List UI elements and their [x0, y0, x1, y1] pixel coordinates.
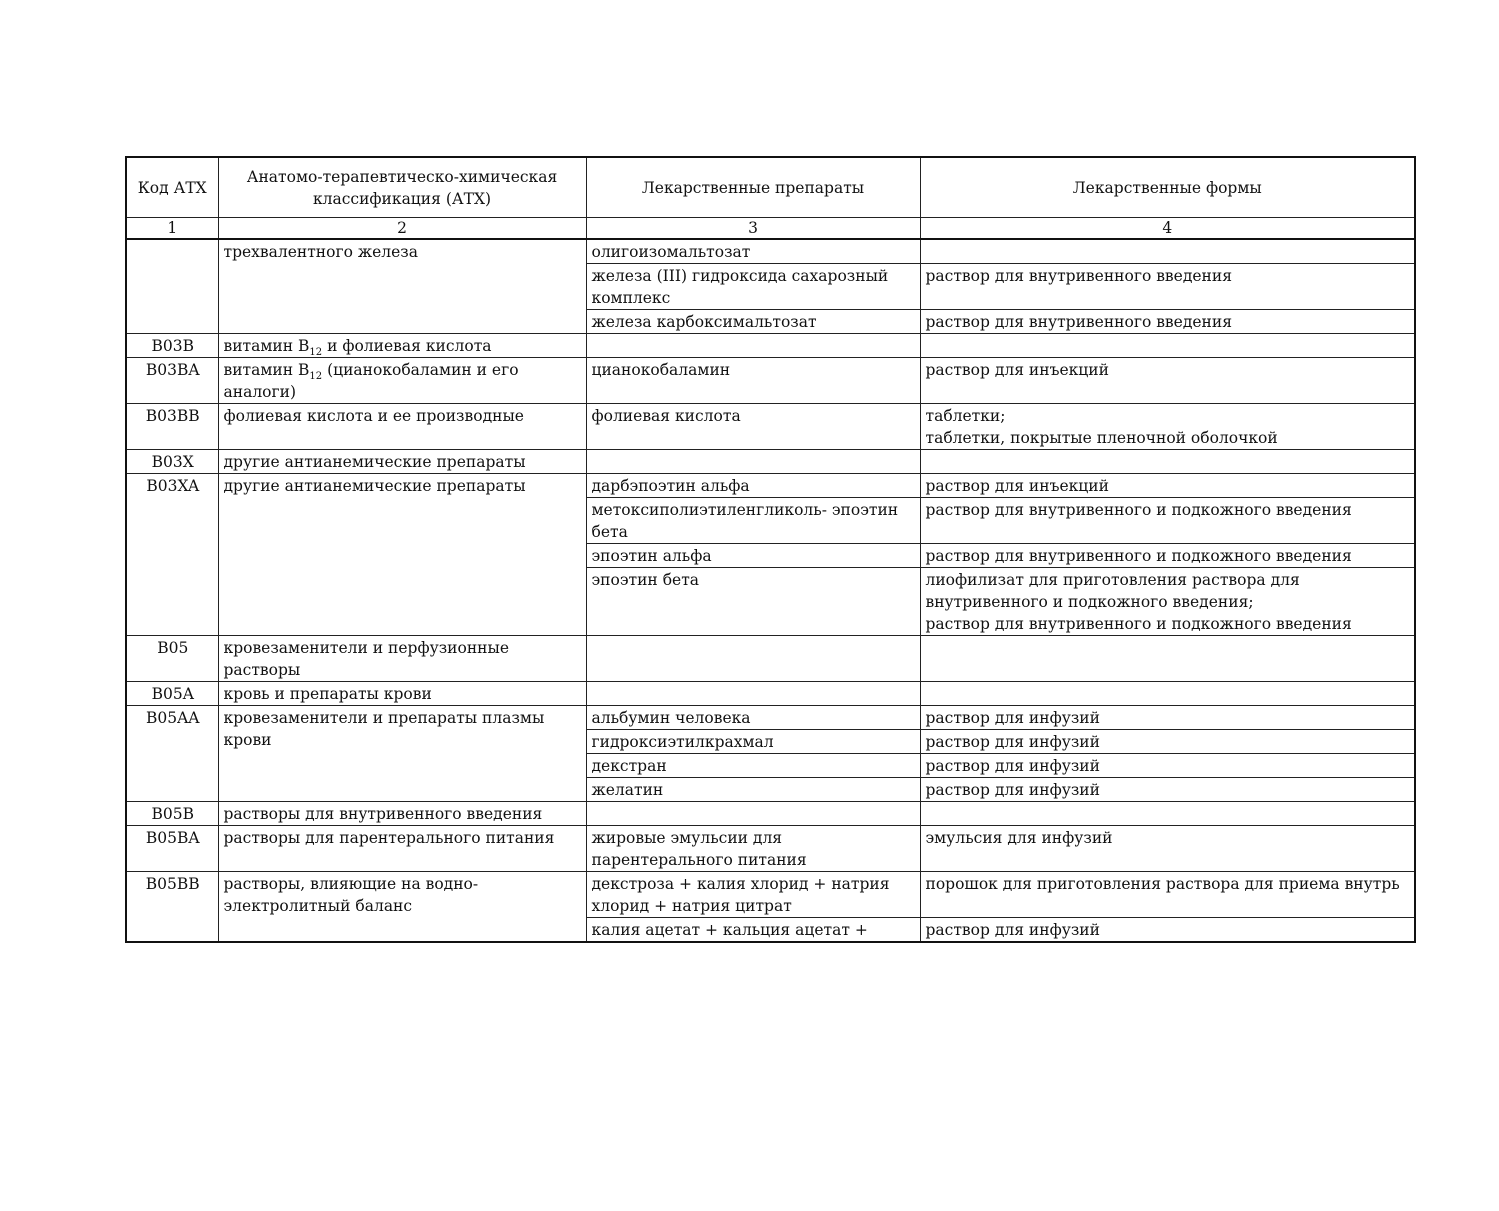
- subscript: 12: [309, 371, 323, 383]
- dosage-form: раствор для внутривенного введения: [920, 264, 1415, 310]
- classification-text: витамин B: [223, 337, 310, 355]
- atc-code: B05BA: [126, 826, 218, 872]
- drug-name: альбумин человека: [586, 706, 920, 730]
- dosage-form: [920, 636, 1415, 682]
- dosage-form: эмульсия для инфузий: [920, 826, 1415, 872]
- atc-code: B03B: [126, 334, 218, 358]
- atc-classification: кровь и препараты крови: [218, 682, 586, 706]
- column-number-2: 2: [218, 218, 586, 240]
- table-row: [126, 872, 1415, 918]
- column-number-row: [126, 218, 1415, 240]
- drug-name: железа (III) гидроксида сахарозный комплекс: [586, 264, 920, 310]
- atc-classification: фолиевая кислота и ее производные: [218, 404, 586, 450]
- drug-name: жировые эмульсии для парентерального питания: [586, 826, 920, 872]
- atc-classification: трехвалентного железа: [218, 239, 586, 334]
- dosage-form: [920, 239, 1415, 264]
- drug-name: [586, 450, 920, 474]
- table-row: [126, 358, 1415, 404]
- drug-name: эпоэтин бета: [586, 568, 920, 636]
- dosage-form: [920, 802, 1415, 826]
- drug-name: декстран: [586, 754, 920, 778]
- atc-classification: [218, 334, 586, 358]
- table-row: [126, 404, 1415, 450]
- table-row: [126, 334, 1415, 358]
- atc-code: B05A: [126, 682, 218, 706]
- table-row: [126, 239, 1415, 264]
- header-code: Код АТХ: [126, 157, 218, 218]
- atc-drug-table: [125, 156, 1416, 943]
- atc-code: [126, 239, 218, 334]
- atc-code: B03XA: [126, 474, 218, 636]
- table-row: [126, 450, 1415, 474]
- dosage-form: [920, 682, 1415, 706]
- dosage-form: раствор для внутривенного и подкожного введения: [920, 544, 1415, 568]
- column-number-3: 3: [586, 218, 920, 240]
- atc-classification: кровезаменители и перфузионные растворы: [218, 636, 586, 682]
- dosage-form: раствор для инфузий: [920, 918, 1415, 943]
- atc-classification: кровезаменители и препараты плазмы крови: [218, 706, 586, 802]
- atc-classification: растворы, влияющие на водно-электролитный баланс: [218, 872, 586, 943]
- dosage-form: раствор для инфузий: [920, 706, 1415, 730]
- dosage-form: [920, 450, 1415, 474]
- column-number-1: 1: [126, 218, 218, 240]
- classification-text: и фолиевая кислота: [322, 337, 492, 355]
- atc-code: B05B: [126, 802, 218, 826]
- dosage-form: раствор для инфузий: [920, 778, 1415, 802]
- atc-code: B03BA: [126, 358, 218, 404]
- table-row: [126, 802, 1415, 826]
- dosage-form: раствор для инфузий: [920, 754, 1415, 778]
- atc-code: B03X: [126, 450, 218, 474]
- atc-classification: растворы для внутривенного введения: [218, 802, 586, 826]
- header-forms: Лекарственные формы: [920, 157, 1415, 218]
- table-row: [126, 706, 1415, 730]
- classification-text: (цианокобаламин и его аналоги): [223, 361, 519, 401]
- header-drugs: Лекарственные препараты: [586, 157, 920, 218]
- dosage-form: раствор для инъекций: [920, 358, 1415, 404]
- atc-classification: другие антианемические препараты: [218, 450, 586, 474]
- atc-classification: другие антианемические препараты: [218, 474, 586, 636]
- drug-name: калия ацетат + кальция ацетат +: [586, 918, 920, 943]
- dosage-form: раствор для внутривенного и подкожного введения: [920, 498, 1415, 544]
- column-number-4: 4: [920, 218, 1415, 240]
- table-row: [126, 826, 1415, 872]
- drug-name: [586, 334, 920, 358]
- drug-name: цианокобаламин: [586, 358, 920, 404]
- drug-name: метоксиполиэтиленгликоль- эпоэтин бета: [586, 498, 920, 544]
- atc-classification: [218, 358, 586, 404]
- dosage-form: таблетки; таблетки, покрытые пленочной оболочкой: [920, 404, 1415, 450]
- dosage-form: лиофилизат для приготовления раствора для внутривенного и подкожного введения; раствор для внутривенного и подкожного введения: [920, 568, 1415, 636]
- atc-code: B03BB: [126, 404, 218, 450]
- atc-classification: растворы для парентерального питания: [218, 826, 586, 872]
- drug-name: железа карбоксимальтозат: [586, 310, 920, 334]
- table-row: [126, 474, 1415, 498]
- dosage-form: порошок для приготовления раствора для приема внутрь: [920, 872, 1415, 918]
- table-row: [126, 682, 1415, 706]
- dosage-form: раствор для инфузий: [920, 730, 1415, 754]
- drug-name: гидроксиэтилкрахмал: [586, 730, 920, 754]
- header-classification: Анатомо-терапевтическо-химическая классификация (АТХ): [218, 157, 586, 218]
- drug-name: дарбэпоэтин альфа: [586, 474, 920, 498]
- atc-code: B05AA: [126, 706, 218, 802]
- drug-name: олигоизомальтозат: [586, 239, 920, 264]
- drug-name: [586, 682, 920, 706]
- drug-name: [586, 802, 920, 826]
- subscript: 12: [309, 347, 323, 359]
- dosage-form: раствор для инъекций: [920, 474, 1415, 498]
- drug-name: [586, 636, 920, 682]
- drug-name: эпоэтин альфа: [586, 544, 920, 568]
- table-row: [126, 636, 1415, 682]
- classification-text: витамин B: [223, 361, 310, 379]
- atc-code: B05BB: [126, 872, 218, 943]
- drug-name: фолиевая кислота: [586, 404, 920, 450]
- dosage-form: [920, 334, 1415, 358]
- header-row: [126, 157, 1415, 218]
- atc-code: B05: [126, 636, 218, 682]
- drug-name: желатин: [586, 778, 920, 802]
- dosage-form: раствор для внутривенного введения: [920, 310, 1415, 334]
- drug-name: декстроза + калия хлорид + натрия хлорид + натрия цитрат: [586, 872, 920, 918]
